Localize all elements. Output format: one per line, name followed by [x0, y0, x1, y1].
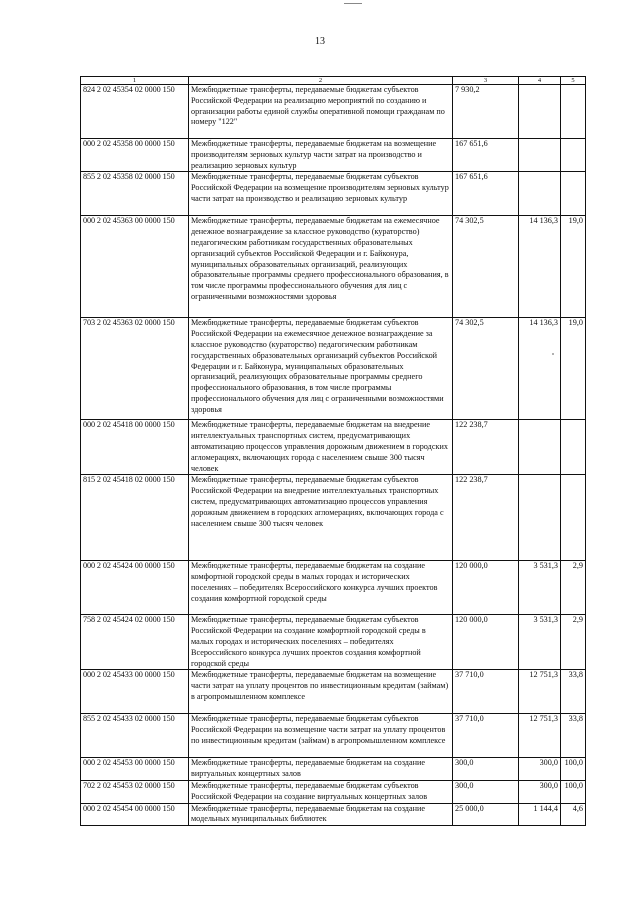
execution-percent-cell: 2,9 [561, 561, 586, 615]
execution-percent-cell [561, 172, 586, 216]
planned-amount-cell: 120 000,0 [453, 561, 519, 615]
planned-amount-cell: 300,0 [453, 780, 519, 803]
executed-amount-cell: 3 531,3 [519, 561, 561, 615]
budget-code-cell: 855 2 02 45358 02 0000 150 [81, 172, 189, 216]
table-row [81, 615, 586, 670]
description-cell: Межбюджетные трансферты, передаваемые бюджетам на создание комфортной городской среды в малых городах и исторических поселениях – победителях Всероссийского конкурса лучших проектов создания комфортной городской среды [189, 561, 453, 615]
description-cell: Межбюджетные трансферты, передаваемые бюджетам субъектов Российской Федерации на возмещение производителям зерновых культур части затрат на производство и реализацию зерновых культур [189, 172, 453, 216]
table-header-row [81, 77, 586, 85]
description-cell: Межбюджетные трансферты, передаваемые бюджетам субъектов Российской Федерации на создание комфортной городской среды в малых городах и исторических поселениях – победителях Всероссийского конкурса лучших проектов создания комфортной городской среды [189, 615, 453, 670]
description-cell: Межбюджетные трансферты, передаваемые бюджетам субъектов Российской Федерации на создание виртуальных концертных залов [189, 780, 453, 803]
executed-amount-cell [519, 420, 561, 475]
executed-amount-cell [519, 139, 561, 172]
table-row [81, 139, 586, 172]
description-cell: Межбюджетные трансферты, передаваемые бюджетам субъектов Российской Федерации на возмещение части затрат на уплату процентов по инвестиционным кредитам (займам) в агропромышленном комплексе [189, 714, 453, 758]
scan-artifact-dot [552, 353, 554, 355]
planned-amount-cell: 167 651,6 [453, 172, 519, 216]
header-cell-2: 2 [189, 77, 453, 85]
table-row [81, 561, 586, 615]
table-row [81, 172, 586, 216]
planned-amount-cell: 37 710,0 [453, 714, 519, 758]
execution-percent-cell: 33,8 [561, 670, 586, 714]
executed-amount-cell [519, 85, 561, 139]
execution-percent-cell: 19,0 [561, 318, 586, 420]
execution-percent-cell: 100,0 [561, 780, 586, 803]
planned-amount-cell: 37 710,0 [453, 670, 519, 714]
description-cell: Межбюджетные трансферты, передаваемые бюджетам на возмещение производителям зерновых культур части затрат на производство и реализацию зерновых культур [189, 139, 453, 172]
executed-amount-cell: 300,0 [519, 780, 561, 803]
table-row [81, 216, 586, 318]
page-number: 13 [315, 36, 325, 47]
budget-code-cell: 000 2 02 45418 00 0000 150 [81, 420, 189, 475]
planned-amount-cell: 25 000,0 [453, 803, 519, 826]
header-cell-3: 3 [453, 77, 519, 85]
table-row [81, 780, 586, 803]
table-row [81, 758, 586, 781]
planned-amount-cell: 300,0 [453, 758, 519, 781]
planned-amount-cell: 120 000,0 [453, 615, 519, 670]
table-row [81, 420, 586, 475]
description-cell: Межбюджетные трансферты, передаваемые бюджетам на ежемесячное денежное вознаграждение за классное руководство (кураторство) педагогическим работникам государственных образовательных организаций субъектов Российской Федерации и г. Байконура, муниципальных образовательных организаций, реализующих образовательные программы среднего профессионального образования, в том числе программы профессионального обучения для лиц с ограниченными возможностями здоровья [189, 216, 453, 318]
table-row [81, 714, 586, 758]
budget-code-cell: 703 2 02 45363 02 0000 150 [81, 318, 189, 420]
execution-percent-cell [561, 85, 586, 139]
execution-percent-cell [561, 420, 586, 475]
budget-code-cell: 702 2 02 45453 02 0000 150 [81, 780, 189, 803]
scan-artifact [344, 3, 362, 4]
planned-amount-cell: 122 238,7 [453, 420, 519, 475]
budget-code-cell: 815 2 02 45418 02 0000 150 [81, 475, 189, 561]
execution-percent-cell: 2,9 [561, 615, 586, 670]
budget-code-cell: 000 2 02 45424 00 0000 150 [81, 561, 189, 615]
executed-amount-cell: 14 136,3 [519, 216, 561, 318]
table-row [81, 670, 586, 714]
executed-amount-cell: 14 136,3 [519, 318, 561, 420]
description-cell: Межбюджетные трансферты, передаваемые бюджетам на внедрение интеллектуальных транспортных систем, предусматривающих автоматизацию процессов управления дорожным движением в городских агломерациях, включающих города с населением свыше 300 тысяч человек [189, 420, 453, 475]
execution-percent-cell [561, 475, 586, 561]
execution-percent-cell: 100,0 [561, 758, 586, 781]
description-cell: Межбюджетные трансферты, передаваемые бюджетам субъектов Российской Федерации на реализацию мероприятий по созданию и организации работы единой службы оперативной помощи гражданам по номеру "122" [189, 85, 453, 139]
executed-amount-cell [519, 475, 561, 561]
budget-code-cell: 855 2 02 45433 02 0000 150 [81, 714, 189, 758]
executed-amount-cell: 12 751,3 [519, 670, 561, 714]
description-cell: Межбюджетные трансферты, передаваемые бюджетам на возмещение части затрат на уплату процентов по инвестиционным кредитам (займам) в агропромышленном комплексе [189, 670, 453, 714]
execution-percent-cell: 19,0 [561, 216, 586, 318]
description-cell: Межбюджетные трансферты, передаваемые бюджетам на создание виртуальных концертных залов [189, 758, 453, 781]
budget-code-cell: 000 2 02 45358 00 0000 150 [81, 139, 189, 172]
budget-code-cell: 000 2 02 45433 00 0000 150 [81, 670, 189, 714]
planned-amount-cell: 74 302,5 [453, 318, 519, 420]
executed-amount-cell [519, 172, 561, 216]
description-cell: Межбюджетные трансферты, передаваемые бюджетам субъектов Российской Федерации на внедрение интеллектуальных транспортных систем, предусматривающих автоматизацию процессов управления дорожным движением в городских агломерациях, включающих города с населением свыше 300 тысяч человек [189, 475, 453, 561]
table-row [81, 475, 586, 561]
planned-amount-cell: 74 302,5 [453, 216, 519, 318]
executed-amount-cell: 3 531,3 [519, 615, 561, 670]
description-cell: Межбюджетные трансферты, передаваемые бюджетам на создание модельных муниципальных библиотек [189, 803, 453, 826]
table-row [81, 85, 586, 139]
budget-table [80, 76, 586, 826]
executed-amount-cell: 12 751,3 [519, 714, 561, 758]
table-row [81, 803, 586, 826]
header-cell-4: 4 [519, 77, 561, 85]
header-cell-1: 1 [81, 77, 189, 85]
description-cell: Межбюджетные трансферты, передаваемые бюджетам субъектов Российской Федерации на ежемесячное денежное вознаграждение за классное руководство (кураторство) педагогическим работникам государственных образовательных организаций субъектов Российской Федерации и г. Байконура, муниципальных образовательных организаций, реализующих образовательные программы среднего профессионального образования, в том числе программы профессионального обучения для лиц с ограниченными возможностями здоровья [189, 318, 453, 420]
table-row [81, 318, 586, 420]
planned-amount-cell: 122 238,7 [453, 475, 519, 561]
budget-code-cell: 824 2 02 45354 02 0000 150 [81, 85, 189, 139]
budget-code-cell: 000 2 02 45363 00 0000 150 [81, 216, 189, 318]
execution-percent-cell: 4,6 [561, 803, 586, 826]
execution-percent-cell: 33,8 [561, 714, 586, 758]
planned-amount-cell: 7 930,2 [453, 85, 519, 139]
executed-amount-cell: 1 144,4 [519, 803, 561, 826]
execution-percent-cell [561, 139, 586, 172]
budget-code-cell: 000 2 02 45453 00 0000 150 [81, 758, 189, 781]
budget-code-cell: 000 2 02 45454 00 0000 150 [81, 803, 189, 826]
executed-amount-cell: 300,0 [519, 758, 561, 781]
budget-code-cell: 758 2 02 45424 02 0000 150 [81, 615, 189, 670]
planned-amount-cell: 167 651,6 [453, 139, 519, 172]
header-cell-5: 5 [561, 77, 586, 85]
